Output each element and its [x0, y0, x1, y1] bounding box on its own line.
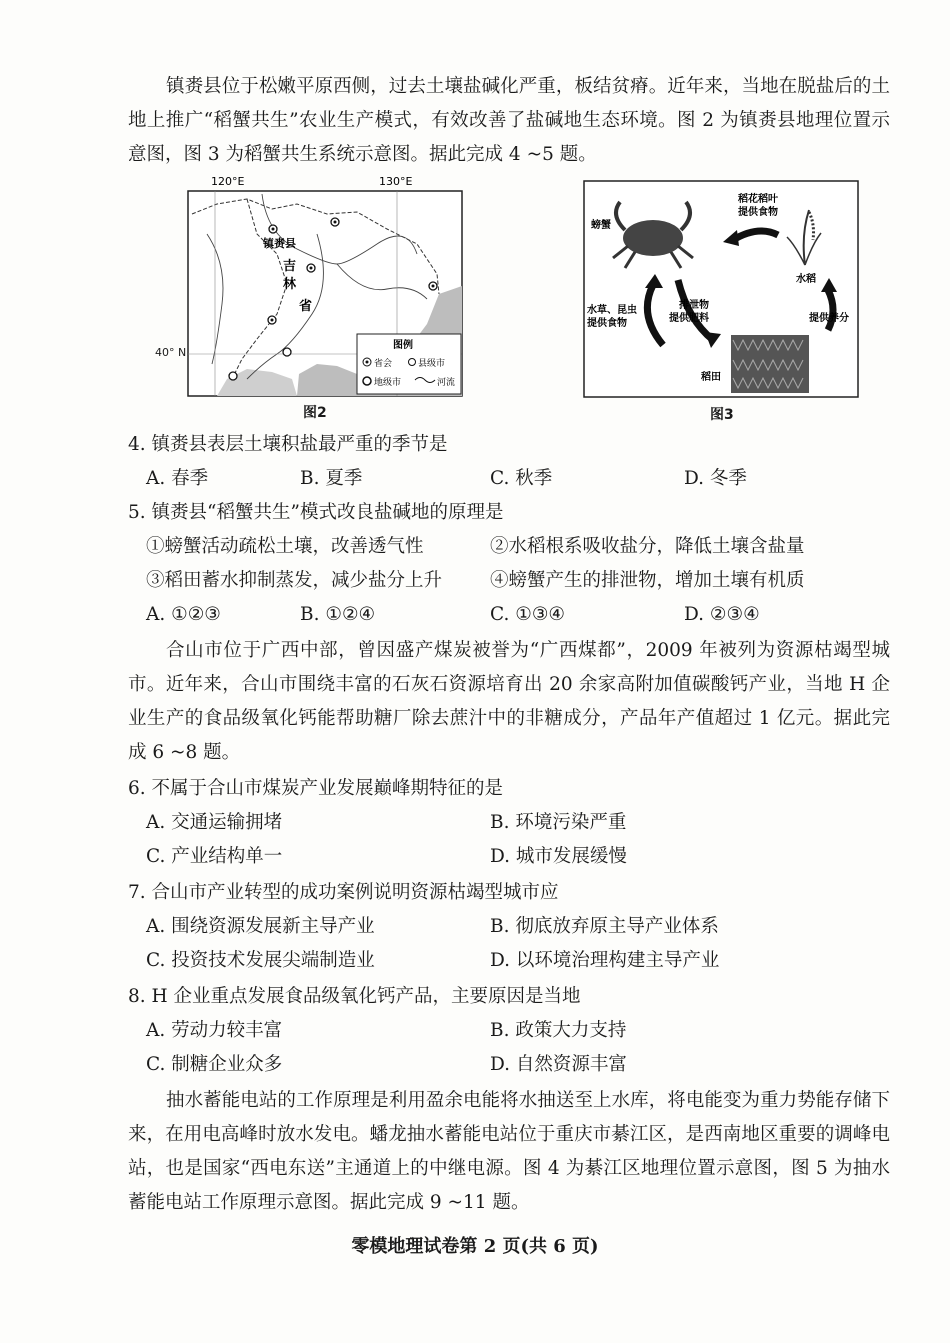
q6-stem: 6. 不属于合山市煤炭产业发展巅峰期特征的是 [128, 778, 504, 799]
weeds-insects-label: 水草、昆虫 [587, 305, 637, 316]
paddy-field-icon [731, 335, 809, 393]
q5-statement-4: ④螃蟹产生的排泄物，增加土壤有机质 [490, 570, 805, 591]
q5-stem: 5. 镇赉县“稻蟹共生”模式改良盐碱地的原理是 [128, 502, 504, 523]
legend-capital-icon-dot [366, 361, 369, 364]
province-char-2: 林 [283, 277, 297, 292]
q5-option-c[interactable]: C. ①③④ [490, 604, 566, 625]
figure-3-caption: 图3 [710, 407, 734, 423]
crab-label: 螃蟹 [591, 220, 611, 231]
map-svg [187, 174, 463, 400]
legend-county-city-label: 县级市 [418, 359, 446, 369]
lon-130-label: 130°E [379, 175, 413, 188]
passage-zhenlai: 镇赉县位于松嫩平原西侧，过去土壤盐碱化严重，板结贫瘠。近年来，当地在脱盐后的土地上推广“稻蟹共生”农业生产模式，有效改善了盐碱地生态环境。图 2 为镇赉县地理位置示意图，图 3 为稻蟹共生系统示意图。据此完成 4 ~5 题。 [128, 76, 890, 165]
q7-option-d[interactable]: D. 以环境治理构建主导产业 [490, 950, 720, 971]
provide-food-2-label: 提供食物 [587, 318, 627, 329]
passage-pumped-storage: 抽水蓄能电站的工作原理是利用盈余电能将水抽送至上水库，将电能变为重力势能存储下来，在用电高峰时放水发电。蟠龙抽水蓄能电站位于重庆市綦江区，是西南地区重要的调峰电站，也是国家“西电东送”主通道上的中继电源。图 4 为綦江区地理位置示意图，图 5 为抽水蓄能电站工作原理示意图。据此完成 9 ~11 题。 [128, 1090, 890, 1213]
legend-capital-label: 省会 [374, 359, 393, 369]
q6-option-d[interactable]: D. 城市发展缓慢 [490, 846, 627, 867]
province-char-3: 省 [299, 299, 313, 314]
q8-option-c[interactable]: C. 制糖企业众多 [146, 1054, 283, 1075]
q8-option-a[interactable]: A. 劳动力较丰富 [146, 1020, 283, 1041]
rice-label: 水稻 [796, 274, 816, 285]
provide-fertilizer-label: 提供肥料 [669, 313, 709, 324]
q5-option-b[interactable]: B. ①②④ [300, 604, 376, 625]
province-char-1: 吉 [283, 259, 297, 274]
q7-option-c[interactable]: C. 投资技术发展尖端制造业 [146, 950, 375, 971]
q6-option-a[interactable]: A. 交通运输拥堵 [146, 812, 283, 833]
page-footer: 零模地理试卷第 2 页(共 6 页) [351, 1236, 599, 1257]
q6-option-b[interactable]: B. 环境污染严重 [490, 812, 627, 833]
passage-heshan: 合山市位于广西中部，曾因盛产煤炭被誉为“广西煤都”，2009 年被列为资源枯竭型城市。近年来，合山市围绕丰富的石灰石资源培育出 20 余家高附加值碳酸钙产业，当地 H 企业生产的食品级氧化钙能帮助糖厂除去蔗汁中的非糖成分，产品年产值超过 1 亿元。据此完成 6 ~8 题。 [128, 640, 890, 763]
q4-option-c[interactable]: C. 秋季 [490, 468, 553, 489]
paddy-label: 稻田 [701, 372, 721, 383]
county-label: 镇赉县 [263, 237, 296, 250]
provide-food-label: 提供食物 [738, 207, 778, 218]
lat-40-label: 40° N [155, 346, 187, 359]
q4-stem: 4. 镇赉县表层土壤积盐最严重的季节是 [128, 434, 448, 455]
q8-option-d[interactable]: D. 自然资源丰富 [490, 1054, 627, 1075]
legend-county-city-icon [409, 359, 416, 366]
provide-nutrients-label: 提供养分 [809, 313, 849, 324]
figure-2-map [187, 174, 463, 400]
legend-river-label: 河流 [437, 378, 456, 388]
diagram-svg [583, 180, 859, 398]
legend-prefecture-label: 地级市 [374, 378, 402, 388]
q7-stem: 7. 合山市产业转型的成功案例说明资源枯竭型城市应 [128, 882, 559, 903]
figure-2-caption: 图2 [303, 405, 327, 421]
lon-120-label: 120°E [211, 175, 245, 188]
legend-title: 图例 [393, 340, 413, 351]
figure-3-diagram [583, 180, 859, 398]
q5-option-a[interactable]: A. ①②③ [146, 604, 221, 625]
q4-option-b[interactable]: B. 夏季 [300, 468, 363, 489]
legend-prefecture-icon [363, 377, 371, 385]
rice-flower-label: 稻花稻叶 [738, 194, 778, 205]
q8-stem: 8. H 企业重点发展食品级氧化钙产品，主要原因是当地 [128, 986, 581, 1007]
q5-option-d[interactable]: D. ②③④ [684, 604, 760, 625]
q5-statement-2: ②水稻根系吸收盐分，降低土壤含盐量 [490, 536, 805, 557]
q4-option-a[interactable]: A. 春季 [146, 468, 209, 489]
excreta-label: 排泄物 [679, 300, 709, 311]
q5-statement-3: ③稻田蓄水抑制蒸发，减少盐分上升 [146, 570, 443, 591]
q8-option-b[interactable]: B. 政策大力支持 [490, 1020, 627, 1041]
q7-option-a[interactable]: A. 围绕资源发展新主导产业 [146, 916, 375, 937]
q6-option-c[interactable]: C. 产业结构单一 [146, 846, 283, 867]
q4-option-d[interactable]: D. 冬季 [684, 468, 747, 489]
q7-option-b[interactable]: B. 彻底放弃原主导产业体系 [490, 916, 719, 937]
q5-statement-1: ①螃蟹活动疏松土壤，改善透气性 [146, 536, 424, 557]
